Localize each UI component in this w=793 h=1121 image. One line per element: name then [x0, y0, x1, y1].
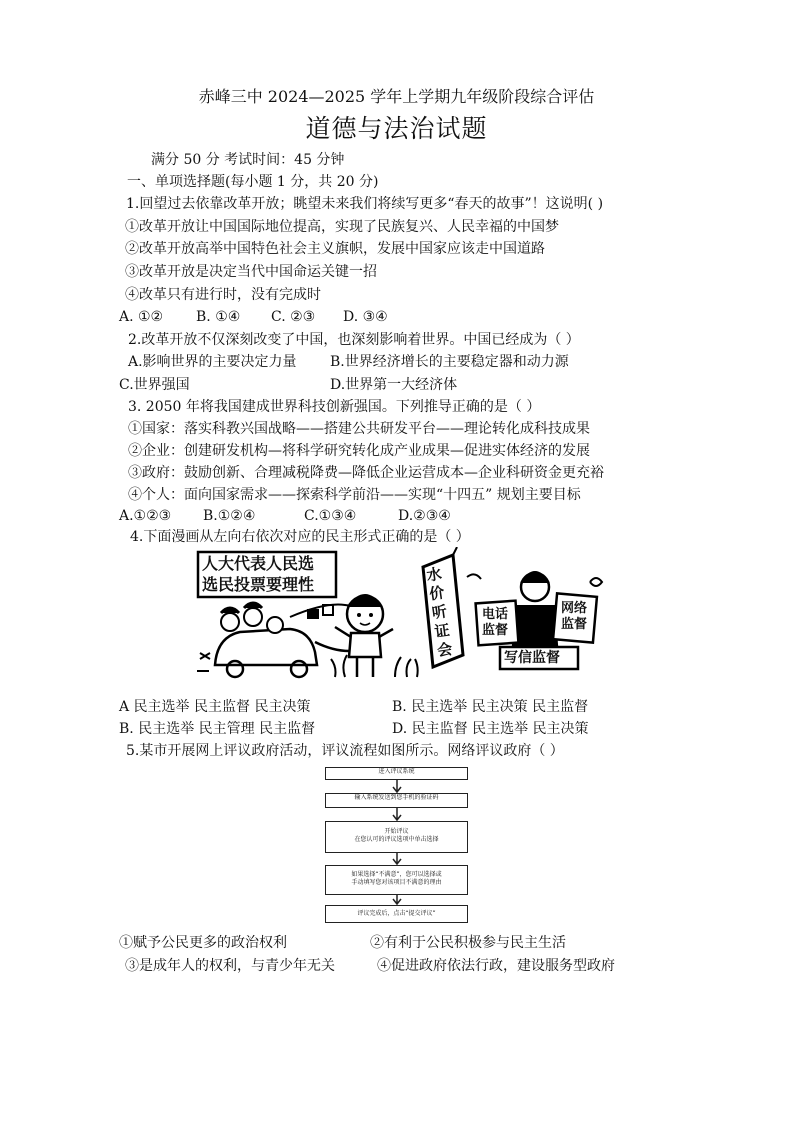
q1-statement-4: ④改革只有进行时，没有完成时 — [125, 287, 321, 303]
q5-statement-2: ②有利于公民积极参与民主生活 — [370, 935, 566, 951]
q4-option-c: B. 民主选举 民主管理 民主监督 — [119, 721, 316, 737]
flow-step-2 — [325, 793, 468, 808]
flow-step-2-text: 输入系统发送到您手机的验证码 — [354, 794, 439, 801]
q4-option-b: B. 民主选举 民主决策 民主监督 — [392, 699, 589, 715]
q5-stem: 5.某市开展网上评议政府活动，评议流程如图所示。网络评议政府（ ） — [126, 743, 564, 759]
cartoon-sign-6: 写信监督 — [504, 650, 560, 666]
q5-statement-1: ①赋予公民更多的政治权利 — [119, 935, 287, 951]
flow-step-3 — [325, 821, 468, 853]
q3-option-c: C.①③④ — [304, 508, 357, 524]
q1-statement-2: ②改革开放高举中国特色社会主义旗帜，发展中国家应该走中国道路 — [125, 241, 545, 257]
q1-statement-1: ①改革开放让中国国际地位提高，实现了民族复兴、人民幸福的中国梦 — [125, 219, 559, 235]
q4-option-a: A 民主选举 民主监督 民主决策 — [119, 699, 311, 715]
q5-statement-4: ④促进政府依法行政，建设服务型政府 — [377, 958, 615, 974]
flow-step-5 — [325, 905, 468, 923]
q1-option-d: D. ③④ — [343, 309, 388, 325]
cartoon-sign-5: 网络监督 — [561, 601, 588, 632]
q3-statement-1: ①国家：落实科教兴国战略——搭建公共研发平台——理论转化成科技成果 — [128, 421, 590, 437]
q1-option-c: C. ②③ — [271, 309, 316, 325]
q3-stem: 3. 2050 年将我国建成世界科技创新强国。下列推导正确的是（ ） — [128, 399, 541, 415]
flow-step-4 — [325, 865, 468, 895]
q2-option-d: D.世界第一大经济体 — [330, 377, 458, 393]
q3-option-d: D.②③④ — [398, 508, 451, 524]
q2-stem: 2.改革开放不仅深刻改变了中国，也深刻影响着世界。中国已经成为（ ） — [128, 332, 580, 348]
flow-step-1 — [325, 767, 468, 780]
q3-option-a: A.①②③ — [119, 508, 172, 524]
exam-meta: 满分 50 分 考试时间：45 分钟 — [151, 152, 345, 168]
q4-cartoon — [195, 547, 605, 685]
q3-option-b: B.①②④ — [203, 508, 256, 524]
section-heading: 一、单项选择题(每小题 1 分，共 20 分) — [127, 174, 379, 190]
exam-title: 道德与法治试题 — [305, 114, 488, 143]
q1-option-b: B. ①④ — [196, 309, 241, 325]
q3-statement-3: ③政府：鼓励创新、合理减税降费—降低企业运营成本—企业科研资金更充裕 — [128, 465, 604, 481]
flow-step-3-line2: 在您认可的评议选项中单击选择 — [354, 836, 439, 843]
cartoon-sign-4: 电话监督 — [482, 607, 509, 638]
flow-step-5-text: 评议完成后，点击“提交评议” — [357, 910, 436, 917]
q1-option-a: A. ①② — [119, 309, 164, 325]
q4-stem: 4.下面漫画从左向右依次对应的民主形式正确的是（ ） — [130, 529, 470, 545]
q4-option-d: D. 民主监督 民主选举 民主决策 — [392, 721, 589, 737]
q1-stem: 1.回望过去依靠改革开放；眺望未来我们将续写更多“春天的故事”！这说明( ) — [126, 196, 604, 212]
cartoon-sign-3: 水价听证会 — [425, 564, 454, 660]
q2-option-a: A.影响世界的主要决定力量 — [128, 354, 297, 370]
q3-statement-2: ②企业：创建研发机构—将科学研究转化成产业成果—促进实体经济的发展 — [128, 443, 590, 459]
flow-step-4-line2: 手动填写您对该项目不满意的理由 — [351, 879, 442, 886]
q2-option-c: C.世界强国 — [119, 377, 190, 393]
q5-flowchart — [325, 765, 470, 925]
cartoon-sign-1: 人大代表人民选 — [202, 554, 315, 573]
q5-statement-3: ③是成年人的权利，与青少年无关 — [125, 958, 335, 974]
flow-step-3-line1: 开始评议 — [384, 828, 409, 835]
q2-option-b: B.世界经济增长的主要稳定器和动力源 — [330, 354, 569, 370]
q1-statement-3: ③改革开放是决定当代中国命运关键一招 — [125, 264, 377, 280]
flow-step-1-text: 进入评议系统 — [378, 768, 415, 775]
q3-statement-4: ④个人：面向国家需求——探索科学前沿——实现“十四五” 规划主要目标 — [128, 487, 581, 503]
cartoon-sign-2: 选民投票要理性 — [202, 575, 315, 594]
exam-header: 赤峰三中 2024—2025 学年上学期九年级阶段综合评估 — [198, 87, 595, 106]
flow-step-4-line1: 如果选择“不满意”，您可以选择或 — [351, 871, 442, 878]
